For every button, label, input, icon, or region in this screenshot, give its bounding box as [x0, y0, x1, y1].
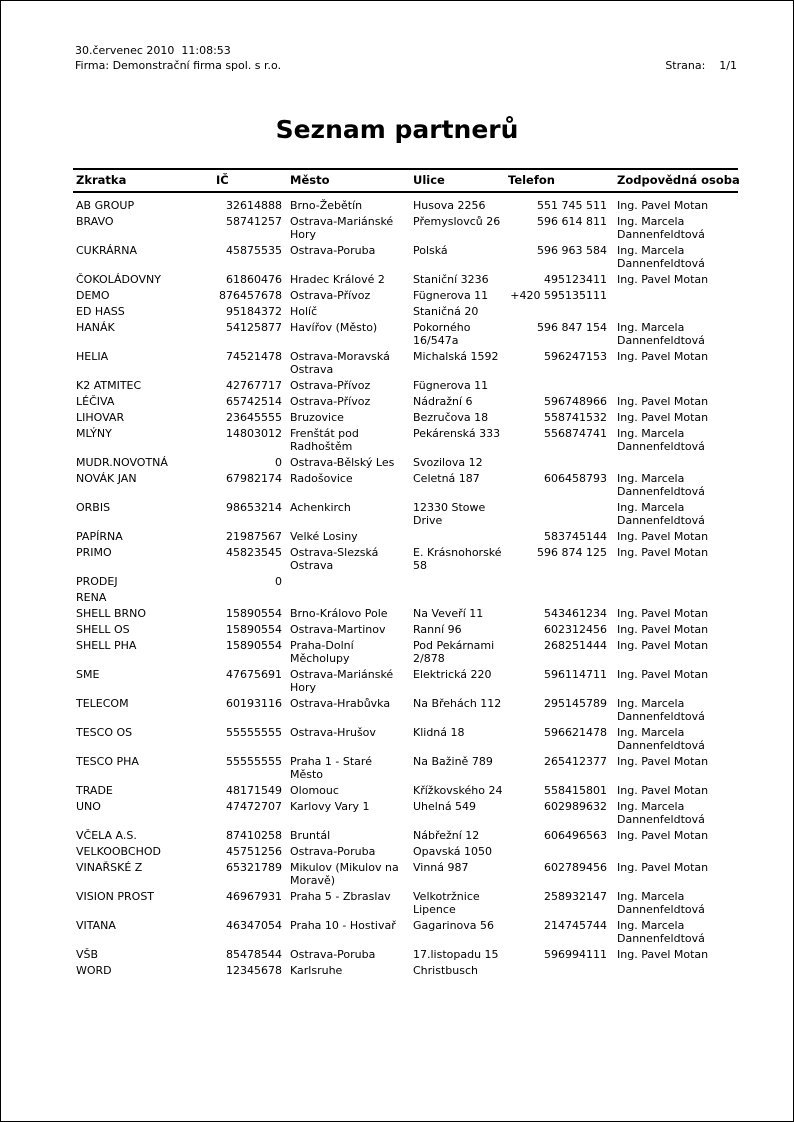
table-cell-osoba: Ing. Marcela Dannenfeldtová [617, 427, 705, 453]
table-cell-telefon [508, 500, 609, 529]
table-cell-osoba: Ing. Pavel Motan [617, 411, 709, 424]
table-cell-ulice: Velkotržnice Lipence [413, 890, 480, 916]
table-cell-telefon: 596 874 125 [537, 546, 607, 559]
table-cell-mesto: Ostrava-Poruba [290, 948, 376, 961]
table-cell-mesto: Olomouc [290, 784, 339, 797]
table-cell-ulice: Uhelná 549 [413, 800, 477, 813]
table-cell-mesto: Velké Losiny [290, 530, 358, 543]
column-header-telefon: Telefon [508, 169, 609, 192]
table-cell-zkratka: ČOKOLÁDOVNY [76, 273, 161, 286]
table-cell-osoba: Ing. Pavel Motan [617, 829, 709, 842]
table-cell-telefon [508, 963, 609, 979]
column-header-ulice: Ulice [408, 169, 508, 192]
table-row [73, 754, 738, 783]
table-cell-telefon: 602989632 [544, 800, 607, 813]
table-cell-mesto: Ostrava-Hrušov [290, 726, 376, 739]
table-row [73, 963, 738, 979]
table-cell-zkratka: ORBIS [76, 501, 111, 514]
table-row [73, 696, 738, 725]
table-cell-ic: 95184372 [226, 305, 282, 318]
table-cell-mesto: Mikulov (Mikulov na Moravě) [290, 861, 399, 887]
table-cell-osoba: Ing. Pavel Motan [617, 861, 709, 874]
table-cell-zkratka: TESCO OS [76, 726, 133, 739]
table-cell-osoba: Ing. Marcela Dannenfeldtová [617, 919, 705, 945]
table-cell-telefon: 558415801 [544, 784, 607, 797]
table-cell-ic: 42767717 [226, 379, 282, 392]
table-cell-zkratka: PRIMO [76, 546, 112, 559]
table-cell-ulice: Elektrická 220 [413, 668, 492, 681]
table-cell-ic: 98653214 [226, 501, 282, 514]
table-cell-ulice: Svozilova 12 [413, 456, 483, 469]
table-cell-ic: 65321789 [226, 861, 282, 874]
table-cell-ulice: Přemyslovců 26 [413, 215, 501, 228]
table-cell-ulice: Gagarinova 56 [413, 919, 495, 932]
table-row [73, 214, 738, 243]
table-cell-ulice: Husova 2256 [413, 199, 486, 212]
table-cell-telefon [508, 590, 609, 606]
table-cell-ic: 58741257 [226, 215, 282, 228]
table-cell-mesto: Ostrava-Přívoz [290, 379, 371, 392]
partners-table [73, 168, 738, 979]
table-cell-zkratka: NOVÁK JAN [76, 472, 137, 485]
report-datetime: 30.červenec 2010 11:08:53 [75, 44, 231, 57]
table-cell-zkratka: VISION PROST [76, 890, 155, 903]
table-cell-zkratka: VITANA [76, 919, 116, 932]
table-cell-telefon: 606496563 [544, 829, 607, 842]
table-cell-ic: 48171549 [226, 784, 282, 797]
table-row [73, 638, 738, 667]
table-row [73, 574, 738, 590]
table-row [73, 725, 738, 754]
table-cell-telefon: 596 963 584 [537, 244, 607, 257]
table-cell-ic: 67982174 [226, 472, 282, 485]
table-cell-mesto: Ostrava-Martinov [290, 623, 386, 636]
table-cell-osoba: Ing. Marcela Dannenfeldtová [617, 321, 705, 347]
table-cell-zkratka: LIHOVAR [76, 411, 125, 424]
table-row [73, 455, 738, 471]
table-row [73, 288, 738, 304]
table-cell-ic: 47675691 [226, 668, 282, 681]
report-header [75, 43, 737, 88]
table-cell-osoba: Ing. Pavel Motan [617, 948, 709, 961]
table-cell-ic: 45751256 [226, 845, 282, 858]
table-cell-ic: 46967931 [226, 890, 282, 903]
table-cell-telefon [508, 378, 609, 394]
table-cell-telefon: 596 614 811 [537, 215, 607, 228]
table-cell-osoba: Ing. Pavel Motan [617, 350, 709, 363]
table-cell-ulice: Fügnerova 11 [413, 379, 489, 392]
table-cell-ic: 45875535 [226, 244, 282, 257]
table-cell-zkratka: LÉČIVA [76, 395, 115, 408]
table-cell-telefon [508, 304, 609, 320]
table-cell-ic: 876457678 [219, 289, 282, 302]
report-header-left [75, 43, 281, 73]
table-cell-ic: 21987567 [226, 530, 282, 543]
table-row [73, 304, 738, 320]
table-cell-mesto: Ostrava-Slezská Ostrava [290, 546, 379, 572]
table-cell-zkratka: UNO [76, 800, 101, 813]
table-cell-ic: 15890554 [226, 623, 282, 636]
table-cell-ulice: Na Bažině 789 [413, 755, 493, 768]
table-row [73, 783, 738, 799]
table-cell-telefon: 596748966 [544, 395, 607, 408]
table-cell-osoba [609, 590, 738, 606]
table-row [73, 844, 738, 860]
table-cell-telefon [508, 455, 609, 471]
table-cell-zkratka: VČELA A.S. [76, 829, 137, 842]
table-cell-ulice: Křížkovského 24 [413, 784, 503, 797]
table-cell-telefon: 265412377 [544, 755, 607, 768]
table-cell-telefon: 596114711 [544, 668, 607, 681]
table-cell-mesto: Ostrava-Hrabůvka [290, 697, 391, 710]
table-row [73, 426, 738, 455]
table-row [73, 860, 738, 889]
table-row [73, 529, 738, 545]
table-cell-telefon: 602789456 [544, 861, 607, 874]
table-cell-zkratka: TRADE [76, 784, 113, 797]
table-row [73, 828, 738, 844]
table-cell-zkratka: VINAŘSKÉ Z [76, 861, 143, 874]
table-cell-telefon: 258932147 [544, 890, 607, 903]
table-cell-ulice: E. Krásnohorské 58 [413, 546, 502, 572]
table-row [73, 378, 738, 394]
table-cell-osoba [609, 574, 738, 590]
table-cell-ic: 15890554 [226, 607, 282, 620]
table-cell-mesto: Bruzovice [290, 411, 344, 424]
table-cell-ic: 65742514 [226, 395, 282, 408]
table-cell-mesto [284, 590, 408, 606]
table-cell-osoba: Ing. Pavel Motan [617, 199, 709, 212]
table-cell-mesto: Ostrava-Bělský Les [290, 456, 395, 469]
report-title: Seznam partnerů [275, 115, 519, 144]
table-cell-mesto: Ostrava-Mariánské Hory [290, 215, 394, 241]
table-cell-mesto: Achenkirch [290, 501, 351, 514]
table-cell-mesto [284, 574, 408, 590]
table-cell-telefon: 214745744 [544, 919, 607, 932]
table-cell-mesto: Ostrava-Mariánské Hory [290, 668, 394, 694]
table-cell-ulice: Polská [413, 244, 448, 257]
table-cell-zkratka: SHELL OS [76, 623, 130, 636]
table-cell-osoba: Ing. Marcela Dannenfeldtová [617, 800, 705, 826]
table-row [73, 799, 738, 828]
table-cell-osoba: Ing. Pavel Motan [617, 395, 709, 408]
table-cell-osoba [609, 304, 738, 320]
table-cell-mesto: Praha 10 - Hostivař [290, 919, 396, 932]
table-cell-ulice: Michalská 1592 [413, 350, 499, 363]
table-cell-zkratka: VELKOOBCHOD [76, 845, 161, 858]
table-cell-zkratka: MUDR.NOVOTNÁ [76, 456, 168, 469]
table-header-row [73, 169, 738, 192]
table-cell-osoba: Ing. Pavel Motan [617, 639, 709, 652]
table-row [73, 471, 738, 500]
table-cell-ulice: Pekárenská 333 [413, 427, 501, 440]
table-cell-ulice: Na Břehách 112 [413, 697, 502, 710]
table-row [73, 410, 738, 426]
table-row [73, 590, 738, 606]
table-cell-telefon: 596247153 [544, 350, 607, 363]
table-cell-telefon: +420 595135111 [510, 289, 607, 302]
table-cell-zkratka: PRODEJ [76, 575, 118, 588]
column-header-zkratka: Zkratka [73, 169, 216, 192]
table-cell-ulice: Celetná 187 [413, 472, 480, 485]
table-cell-zkratka: SHELL BRNO [76, 607, 147, 620]
table-cell-zkratka: SME [76, 668, 100, 681]
partners-table-head [73, 169, 738, 192]
table-cell-telefon: 602312456 [544, 623, 607, 636]
table-row [73, 918, 738, 947]
table-cell-osoba [609, 288, 738, 304]
table-cell-zkratka: HELIA [76, 350, 109, 363]
table-cell-mesto: Frenštát pod Radhoštěm [290, 427, 359, 453]
table-cell-osoba: Ing. Marcela Dannenfeldtová [617, 472, 705, 498]
table-row [73, 349, 738, 378]
table-cell-ic: 15890554 [226, 639, 282, 652]
table-cell-mesto: Ostrava-Poruba [290, 244, 376, 257]
table-cell-telefon: 295145789 [544, 697, 607, 710]
table-cell-osoba: Ing. Pavel Motan [617, 546, 709, 559]
table-cell-zkratka: BRAVO [76, 215, 114, 228]
table-cell-osoba: Ing. Pavel Motan [617, 530, 709, 543]
table-cell-osoba: Ing. Marcela Dannenfeldtová [617, 501, 705, 527]
table-cell-ic: 61860476 [226, 273, 282, 286]
table-cell-ic: 32614888 [226, 199, 282, 212]
table-cell-ulice: Klidná 18 [413, 726, 465, 739]
table-cell-mesto: Ostrava-Přívoz [290, 395, 371, 408]
table-cell-zkratka: ED HASS [76, 305, 125, 318]
table-cell-osoba: Ing. Pavel Motan [617, 623, 709, 636]
table-row [73, 622, 738, 638]
page-label: Strana: [665, 59, 706, 72]
page-number: 1/1 [719, 59, 737, 72]
table-cell-ic: 47472707 [226, 800, 282, 813]
table-cell-osoba: Ing. Marcela Dannenfeldtová [617, 697, 705, 723]
table-cell-zkratka: TELECOM [76, 697, 129, 710]
table-cell-zkratka: VŠB [76, 948, 99, 961]
table-cell-telefon: 556874741 [544, 427, 607, 440]
table-cell-osoba [609, 378, 738, 394]
table-cell-mesto: Radošovice [290, 472, 353, 485]
table-cell-ulice: Ranní 96 [413, 623, 462, 636]
table-cell-ulice: 17.listopadu 15 [413, 948, 499, 961]
table-cell-mesto: Ostrava-Přívoz [290, 289, 371, 302]
table-cell-ulice: Na Veveří 11 [413, 607, 484, 620]
table-cell-osoba: Ing. Marcela Dannenfeldtová [617, 244, 705, 270]
table-cell-telefon [508, 844, 609, 860]
table-cell-mesto: Karlovy Vary 1 [290, 800, 370, 813]
table-row [73, 947, 738, 963]
table-cell-zkratka: DEMO [76, 289, 110, 302]
table-cell-ic: 60193116 [226, 697, 282, 710]
table-cell-ulice: Pokorného 16/547a [413, 321, 471, 347]
table-cell-ulice [408, 590, 508, 606]
table-cell-ulice: Bezručova 18 [413, 411, 489, 424]
table-cell-telefon: 596621478 [544, 726, 607, 739]
table-cell-osoba [609, 963, 738, 979]
table-cell-ic: 45823545 [226, 546, 282, 559]
table-cell-telefon: 268251444 [544, 639, 607, 652]
table-cell-ulice: Staničná 20 [413, 305, 479, 318]
table-cell-ulice: Nábřežní 12 [413, 829, 480, 842]
table-cell-telefon: 606458793 [544, 472, 607, 485]
table-cell-zkratka: TESCO PHA [76, 755, 139, 768]
table-cell-mesto: Hradec Králové 2 [290, 273, 385, 286]
table-cell-zkratka: MLÝNY [76, 427, 112, 440]
table-cell-osoba: Ing. Pavel Motan [617, 273, 709, 286]
table-cell-telefon: 495123411 [544, 273, 607, 286]
table-cell-zkratka: K2 ATMITEC [76, 379, 142, 392]
column-header-ic: IČ [216, 169, 284, 192]
table-cell-ic: 23645555 [226, 411, 282, 424]
table-cell-ulice: Vinná 987 [413, 861, 469, 874]
table-cell-telefon: 558741532 [544, 411, 607, 424]
table-row [73, 192, 738, 214]
table-cell-osoba: Ing. Marcela Dannenfeldtová [617, 890, 705, 916]
table-cell-ulice: Staniční 3236 [413, 273, 489, 286]
table-cell-mesto: Brno-Žebětín [290, 199, 363, 212]
table-cell-telefon: 543461234 [544, 607, 607, 620]
page-indicator [644, 43, 737, 88]
table-cell-ulice: Fügnerova 11 [413, 289, 489, 302]
table-cell-osoba: Ing. Pavel Motan [617, 755, 709, 768]
table-cell-ic: 46347054 [226, 919, 282, 932]
table-cell-ulice: 12330 Stowe Drive [413, 501, 486, 527]
table-cell-ulice [408, 574, 508, 590]
table-row [73, 667, 738, 696]
table-cell-telefon: 596 847 154 [537, 321, 607, 334]
table-cell-osoba [609, 455, 738, 471]
table-cell-osoba: Ing. Marcela Dannenfeldtová [617, 726, 705, 752]
table-row [73, 394, 738, 410]
table-cell-mesto: Bruntál [290, 829, 331, 842]
table-cell-mesto: Brno-Královo Pole [290, 607, 388, 620]
table-row [73, 545, 738, 574]
table-cell-mesto: Praha 5 - Zbraslav [290, 890, 391, 903]
table-row [73, 243, 738, 272]
table-cell-telefon [508, 574, 609, 590]
table-cell-ic: 14803012 [226, 427, 282, 440]
table-cell-zkratka: CUKRÁRNA [76, 244, 138, 257]
table-cell-zkratka: SHELL PHA [76, 639, 137, 652]
report-company: Firma: Demonstrační firma spol. s r.o. [75, 59, 282, 72]
table-cell-osoba [609, 844, 738, 860]
table-cell-mesto: Holíč [290, 305, 318, 318]
table-cell-telefon: 583745144 [544, 530, 607, 543]
table-cell-ic: 12345678 [226, 964, 282, 977]
table-cell-zkratka: AB GROUP [76, 199, 135, 212]
partners-table-body [73, 192, 738, 979]
table-cell-mesto: Havířov (Město) [290, 321, 378, 334]
table-cell-ulice [408, 529, 508, 545]
table-cell-ic: 0 [275, 575, 282, 588]
table-row [73, 500, 738, 529]
table-cell-ic: 55555555 [226, 755, 282, 768]
table-cell-ulice: Nádražní 6 [413, 395, 473, 408]
table-cell-ulice: Opavská 1050 [413, 845, 493, 858]
column-header-osoba: Zodpovědná osoba [609, 169, 738, 192]
table-cell-osoba: Ing. Pavel Motan [617, 668, 709, 681]
table-cell-telefon: 596994111 [544, 948, 607, 961]
table-cell-mesto: Praha 1 - Staré Město [290, 755, 372, 781]
table-cell-zkratka: PAPÍRNA [76, 530, 123, 543]
table-cell-zkratka: WORD [76, 964, 112, 977]
table-cell-mesto: Ostrava-Moravská Ostrava [290, 350, 390, 376]
table-cell-ic: 55555555 [226, 726, 282, 739]
table-cell-ulice: Christbusch [413, 964, 478, 977]
table-cell-mesto: Praha-Dolní Měcholupy [290, 639, 354, 665]
table-cell-ic: 74521478 [226, 350, 282, 363]
table-row [73, 889, 738, 918]
table-cell-ic: 85478544 [226, 948, 282, 961]
table-cell-osoba: Ing. Marcela Dannenfeldtová [617, 215, 705, 241]
table-cell-ic: 0 [275, 456, 282, 469]
table-cell-ulice: Pod Pekárnami 2/878 [413, 639, 495, 665]
table-cell-ic: 54125877 [226, 321, 282, 334]
table-cell-ic [216, 590, 284, 606]
table-cell-osoba: Ing. Pavel Motan [617, 784, 709, 797]
table-row [73, 320, 738, 349]
table-cell-zkratka: RENA [76, 591, 107, 604]
table-cell-ic: 87410258 [226, 829, 282, 842]
table-row [73, 606, 738, 622]
column-header-mesto: Město [284, 169, 408, 192]
table-cell-zkratka: HANÁK [76, 321, 115, 334]
table-cell-osoba: Ing. Pavel Motan [617, 607, 709, 620]
table-row [73, 272, 738, 288]
table-cell-telefon: 551 745 511 [537, 199, 607, 212]
table-cell-mesto: Ostrava-Poruba [290, 845, 376, 858]
table-cell-mesto: Karlsruhe [290, 964, 343, 977]
